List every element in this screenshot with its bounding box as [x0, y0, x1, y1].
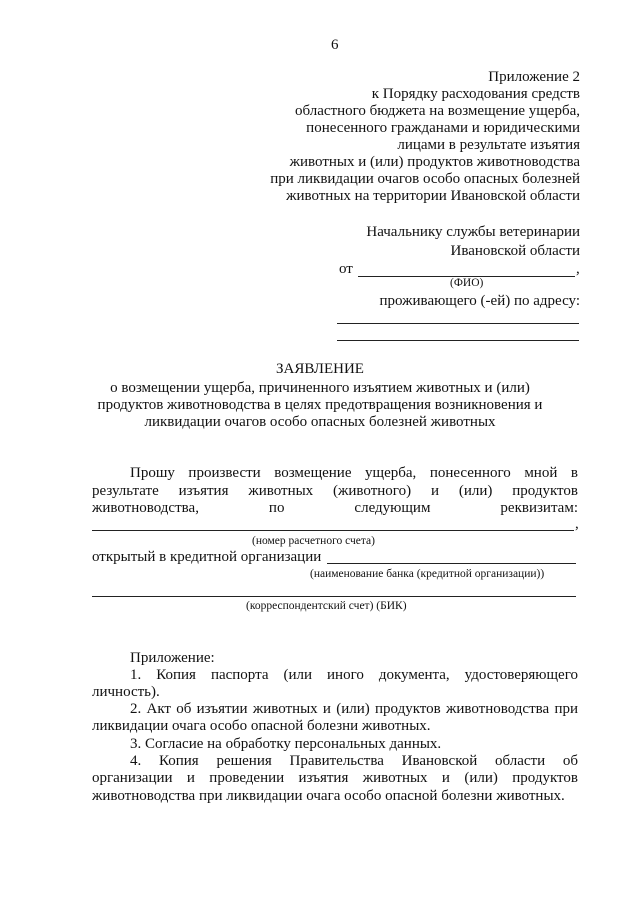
appendix-line: животных на территории Ивановской области: [286, 188, 580, 204]
appendix-line: областного бюджета на возмещение ущерба,: [294, 103, 580, 119]
address-field-line-2[interactable]: [337, 340, 579, 341]
body-p1-line2: результате изъятия животных (животного) и (или) продуктов: [92, 483, 578, 499]
attachment-1-line2: личность).: [92, 684, 160, 700]
corr-account-hint: (корреспондентский счет) (БИК): [246, 600, 407, 612]
address-field-line-1[interactable]: [337, 323, 579, 324]
addressee-line2: Ивановской области: [450, 243, 580, 259]
residence-label: проживающего (-ей) по адресу:: [379, 293, 580, 309]
body-p1-line1: Прошу произвести возмещение ущерба, понесенного мной в: [130, 465, 578, 481]
account-field-line[interactable]: [92, 530, 574, 531]
opened-label: открытый в кредитной организации: [92, 549, 322, 565]
page-number: 6: [331, 37, 339, 53]
title-sub-2: продуктов животноводства в целях предотвращения возникновения и: [97, 397, 543, 413]
addressee-line1: Начальнику службы ветеринарии: [366, 224, 580, 240]
title-sub-3: ликвидации очагов особо опасных болезней животных: [144, 414, 496, 430]
attachments-heading: Приложение:: [130, 650, 215, 666]
title-sub-1: о возмещении ущерба, причиненного изъятием животных и (или): [110, 380, 530, 396]
corr-account-field-line[interactable]: [92, 596, 576, 597]
appendix-line: понесенного гражданами и юридическими: [306, 120, 580, 136]
fio-comma: ,: [576, 261, 580, 277]
appendix-line: при ликвидации очагов особо опасных болезней: [270, 171, 580, 187]
appendix-line: Приложение 2: [488, 69, 580, 85]
attachment-2-line2: ликвидации очага особо опасной болезни животных.: [92, 718, 431, 734]
attachment-4-line3: животноводства при ликвидации очага особо опасной болезни животных.: [92, 788, 565, 804]
appendix-header: [270, 69, 580, 205]
attachment-4-line2: организации и проведении изъятия животных и (или) продуктов: [92, 770, 578, 786]
attachment-1-line1: 1. Копия паспорта (или иного документа, удостоверяющего: [130, 667, 578, 683]
from-label: от: [339, 261, 353, 277]
body-p1-line3: животноводства, по следующим реквизитам:: [92, 500, 578, 516]
appendix-line: лицами в результате изъятия: [397, 137, 580, 153]
appendix-line: животных и (или) продуктов животноводства: [289, 154, 580, 170]
attachment-4-line1: 4. Копия решения Правительства Ивановской области об: [130, 753, 578, 769]
account-hint: (номер расчетного счета): [252, 535, 375, 547]
fio-hint: (ФИО): [450, 277, 484, 289]
attachment-2-line1: 2. Акт об изъятии животных и (или) продуктов животноводства при: [130, 701, 578, 717]
document-title: ЗАЯВЛЕНИЕ: [276, 361, 364, 377]
bank-hint: (наименование банка (кредитной организации)): [310, 568, 545, 580]
appendix-line: к Порядку расходования средств: [371, 86, 580, 102]
bank-field-line[interactable]: [327, 563, 576, 564]
attachment-3: 3. Согласие на обработку персональных данных.: [130, 736, 442, 752]
account-comma: ,: [575, 516, 579, 532]
